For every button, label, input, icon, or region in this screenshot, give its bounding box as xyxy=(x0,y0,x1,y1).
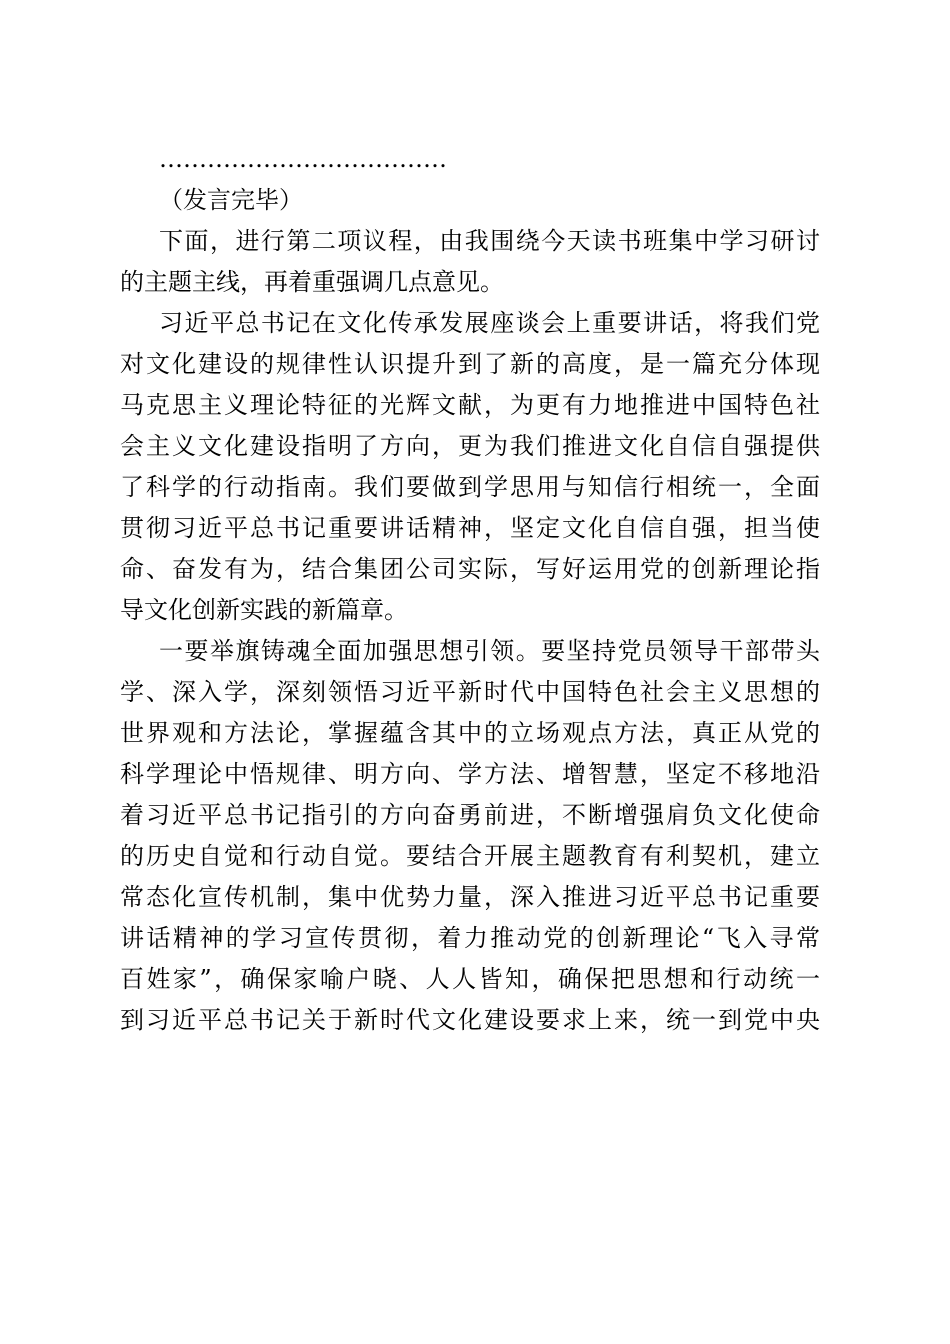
paragraph-line: 会主义文化建设指明了方向，更为我们推进文化自信自强提供 xyxy=(120,432,820,460)
paragraph-line: 对文化建设的规律性认识提升到了新的高度，是一篇充分体现 xyxy=(120,350,820,378)
paragraph-line: 一要举旗铸魂全面加强思想引领。要坚持党员领导干部带头 xyxy=(159,637,820,665)
paragraph-line: 着习近平总书记指引的方向奋勇前进，不断增强肩负文化使命 xyxy=(120,801,820,829)
document-body xyxy=(120,139,820,1041)
paragraph-line: 下面，进行第二项议程，由我围绕今天读书班集中学习研讨 xyxy=(159,227,820,255)
paragraph-line: 贯彻习近平总书记重要讲话精神，坚定文化自信自强，担当使 xyxy=(120,514,820,542)
paragraph-line: 世界观和方法论，掌握蕴含其中的立场观点方法，真正从党的 xyxy=(120,719,820,747)
paragraph-line: 了科学的行动指南。我们要做到学思用与知信行相统一，全面 xyxy=(120,473,820,501)
paragraph-line: 常态化宣传机制，集中优势力量，深入推进习近平总书记重要 xyxy=(120,883,820,911)
paragraph-line: 学、深入学，深刻领悟习近平新时代中国特色社会主义思想的 xyxy=(120,678,820,706)
paragraph-line: 导文化创新实践的新篇章。 xyxy=(120,596,408,624)
paragraph-line: 讲话精神的学习宣传贯彻，着力推动党的创新理论“飞入寻常 xyxy=(120,924,820,952)
paragraph-line: 科学理论中悟规律、明方向、学方法、增智慧，坚定不移地沿 xyxy=(120,760,820,788)
paragraph-line: 的主题主线，再着重强调几点意见。 xyxy=(120,268,504,296)
paragraph-line: 习近平总书记在文化传承发展座谈会上重要讲话，将我们党 xyxy=(159,309,820,337)
paragraph-speech-significance xyxy=(120,303,820,631)
ellipsis-line: ……………………………… xyxy=(159,145,447,173)
closing-remark: （发言完毕） xyxy=(159,186,303,214)
paragraph-line: 命、奋发有为，结合集团公司实际，写好运用党的创新理论指 xyxy=(120,555,820,583)
paragraph-line: 的历史自觉和行动自觉。要结合开展主题教育有利契机，建立 xyxy=(120,842,820,870)
paragraph-agenda xyxy=(120,221,820,303)
paragraph-line: 马克思主义理论特征的光辉文献，为更有力地推进中国特色社 xyxy=(120,391,820,419)
paragraph-first-point xyxy=(120,631,820,1041)
paragraph-line: 到习近平总书记关于新时代文化建设要求上来，统一到党中央 xyxy=(120,1006,820,1034)
paragraph-line: 百姓家”，确保家喻户晓、人人皆知，确保把思想和行动统一 xyxy=(120,965,820,993)
